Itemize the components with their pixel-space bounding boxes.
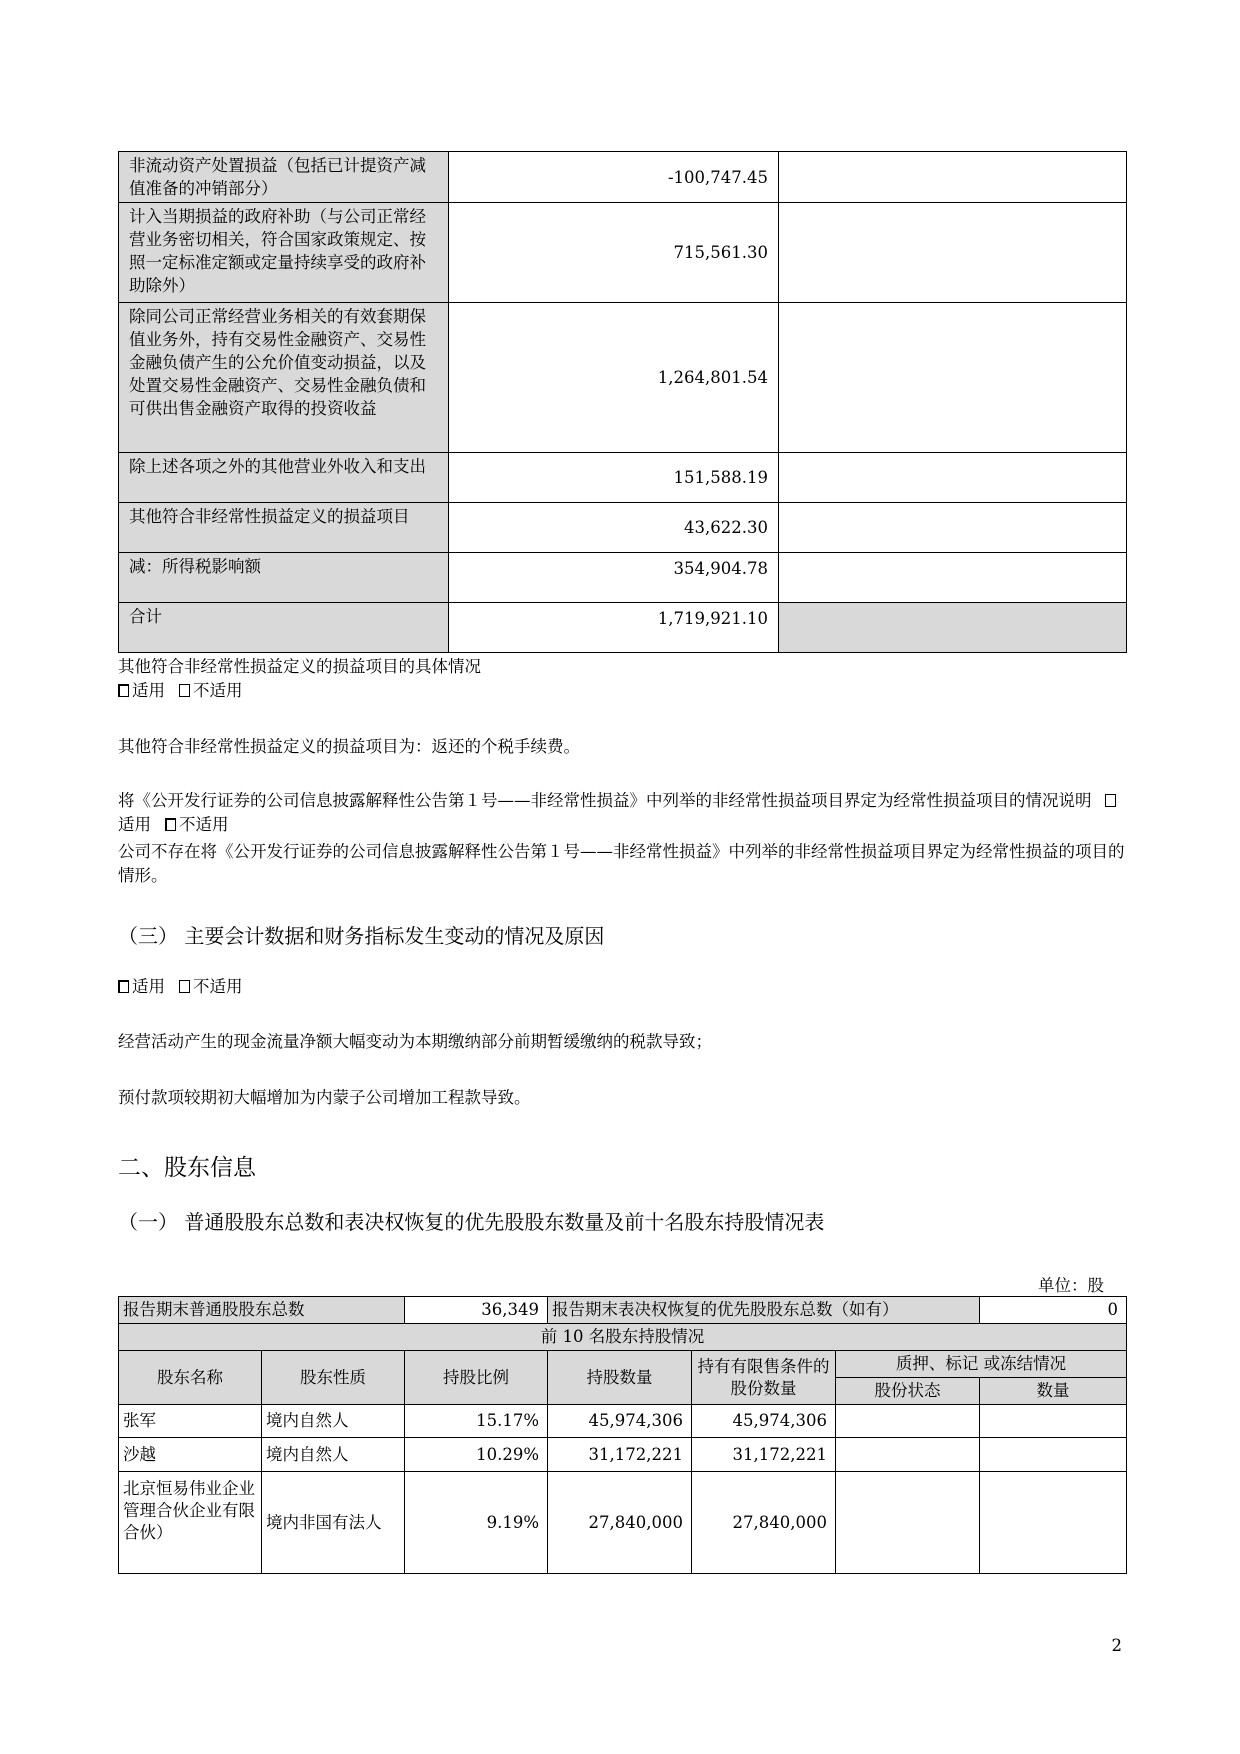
option-label: 适用: [132, 681, 165, 700]
table-header-row: [119, 1351, 1127, 1378]
non-recurring-items-table: [118, 151, 1127, 653]
holder-restricted: 45,974,306: [692, 1405, 836, 1438]
item-amount: 151,588.19: [449, 453, 779, 503]
table-row: [119, 503, 1127, 553]
item-amount: 715,561.30: [449, 203, 779, 303]
paragraph: 其他符合非经常性损益定义的损益项目的具体情况: [118, 657, 481, 676]
holder-name: 北京恒易伟业企业管理合伙企业有限合伙）: [119, 1472, 262, 1574]
holder-nature: 境内自然人: [262, 1438, 405, 1472]
item-label: 其他符合非经常性损益定义的损益项目: [119, 503, 449, 553]
choice-applicable: [118, 679, 1126, 703]
holder-ratio: 9.19%: [405, 1472, 548, 1574]
paragraph-text: 将《公开发行证券的公司信息披露解释性公告第１号——非经常性损益》中列举的非经常性损益项目界定为经常性损益项目的情况说明: [118, 791, 1092, 810]
table-row: [119, 203, 1127, 303]
paragraph: 其他符合非经常性损益定义的损益项目为：返还的个税手续费。: [118, 737, 580, 756]
section-heading: （三） 主要会计数据和财务指标发生变动的情况及原因: [118, 924, 605, 948]
col-header-shares: 持股数量: [548, 1351, 692, 1405]
holder-pledge-status: [836, 1405, 980, 1438]
item-amount: 1,719,921.10: [449, 603, 779, 653]
preferred-holders-label: 报告期末表决权恢复的优先股股东总数（如有）: [548, 1297, 980, 1324]
table-row: [119, 1297, 1127, 1324]
total-holders-label: 报告期末普通股股东总数: [119, 1297, 405, 1324]
holder-name: 张军: [119, 1405, 262, 1438]
checkbox-empty-icon: [179, 684, 190, 697]
unit-label: 单位：股: [1038, 1276, 1104, 1295]
holder-shares: 45,974,306: [548, 1405, 692, 1438]
item-amount: 354,904.78: [449, 553, 779, 603]
holder-restricted: 27,840,000: [692, 1472, 836, 1574]
col-header-restricted: 持有有限售条件的股份数量: [692, 1351, 836, 1405]
holder-shares: 27,840,000: [548, 1472, 692, 1574]
holder-pledge-qty: [980, 1405, 1127, 1438]
col-header-pledge-status: 股份状态: [836, 1378, 980, 1405]
holder-pledge-status: [836, 1438, 980, 1472]
page-number: 2: [1111, 1636, 1122, 1655]
paragraph: 经营活动产生的现金流量净额大幅变动为本期缴纳部分前期暂缓缴纳的税款导致；: [118, 1032, 712, 1051]
holder-pledge-status: [836, 1472, 980, 1574]
item-note: [779, 553, 1127, 603]
paragraph-with-choice: [118, 789, 1126, 837]
col-header-pledge-qty: 数量: [980, 1378, 1127, 1405]
holder-pledge-qty: [980, 1438, 1127, 1472]
table-row: [119, 152, 1127, 203]
item-amount: 43,622.30: [449, 503, 779, 553]
item-label: 除上述各项之外的其他营业外收入和支出: [119, 453, 449, 503]
table-row-total: [119, 603, 1127, 653]
shareholder-table: [118, 1296, 1127, 1574]
table-row: [119, 453, 1127, 503]
holder-nature: 境内非国有法人: [262, 1472, 405, 1574]
col-header-ratio: 持股比例: [405, 1351, 548, 1405]
col-header-nature: 股东性质: [262, 1351, 405, 1405]
item-note: [779, 603, 1127, 653]
holder-name: 沙越: [119, 1438, 262, 1472]
checkbox-checked-icon: [118, 980, 129, 993]
item-note: [779, 503, 1127, 553]
option-label: 不适用: [193, 977, 243, 996]
paragraph: 公司不存在将《公开发行证券的公司信息披露解释性公告第１号——非经常性损益》中列举的非经常性损益项目界定为经常性损益的项目的情形。: [118, 842, 1125, 885]
item-note: [779, 453, 1127, 503]
table-row: [119, 1405, 1127, 1438]
item-amount: -100,747.45: [449, 152, 779, 203]
table-row: [119, 1472, 1127, 1574]
item-label: 非流动资产处置损益（包括已计提资产减值准备的冲销部分）: [119, 152, 449, 203]
item-note: [779, 203, 1127, 303]
item-label: 合计: [119, 603, 449, 653]
item-amount: 1,264,801.54: [449, 303, 779, 453]
option-label: 适用: [132, 977, 165, 996]
table-row: [119, 1324, 1127, 1351]
holder-restricted: 31,172,221: [692, 1438, 836, 1472]
col-header-pledge-group: 质押、标记 或冻结情况: [836, 1351, 1127, 1378]
table-row: [119, 1438, 1127, 1472]
holder-shares: 31,172,221: [548, 1438, 692, 1472]
option-label: 适用: [118, 815, 151, 834]
checkbox-checked-icon: [118, 684, 129, 697]
col-header-name: 股东名称: [119, 1351, 262, 1405]
item-note: [779, 303, 1127, 453]
holder-pledge-qty: [980, 1472, 1127, 1574]
section-heading: （一） 普通股股东总数和表决权恢复的优先股股东数量及前十名股东持股情况表: [118, 1210, 825, 1234]
item-label: 减：所得税影响额: [119, 553, 449, 603]
checkbox-checked-icon: [165, 818, 176, 831]
holder-ratio: 15.17%: [405, 1405, 548, 1438]
chapter-heading: 二、股东信息: [118, 1155, 256, 1181]
preferred-holders-value: 0: [980, 1297, 1127, 1324]
table-row: [119, 303, 1127, 453]
checkbox-empty-icon: [179, 980, 190, 993]
paragraph: 预付款项较期初大幅增加为内蒙子公司增加工程款导致。: [118, 1088, 531, 1107]
total-holders-value: 36,349: [405, 1297, 548, 1324]
choice-applicable: [118, 975, 1126, 999]
option-label: 不适用: [179, 815, 229, 834]
holder-ratio: 10.29%: [405, 1438, 548, 1472]
item-note: [779, 152, 1127, 203]
holder-nature: 境内自然人: [262, 1405, 405, 1438]
item-label: 计入当期损益的政府补助（与公司正常经营业务密切相关，符合国家政策规定、按照一定标准定额或定量持续享受的政府补助除外）: [119, 203, 449, 303]
checkbox-empty-icon: [1105, 794, 1116, 807]
table-row: [119, 553, 1127, 603]
item-label: 除同公司正常经营业务相关的有效套期保值业务外，持有交易性金融资产、交易性金融负债产生的公允价值变动损益，以及处置交易性金融资产、交易性金融负债和可供出售金融资产取得的投资收益: [119, 303, 449, 453]
option-label: 不适用: [193, 681, 243, 700]
top10-caption: 前 10 名股东持股情况: [119, 1324, 1127, 1351]
